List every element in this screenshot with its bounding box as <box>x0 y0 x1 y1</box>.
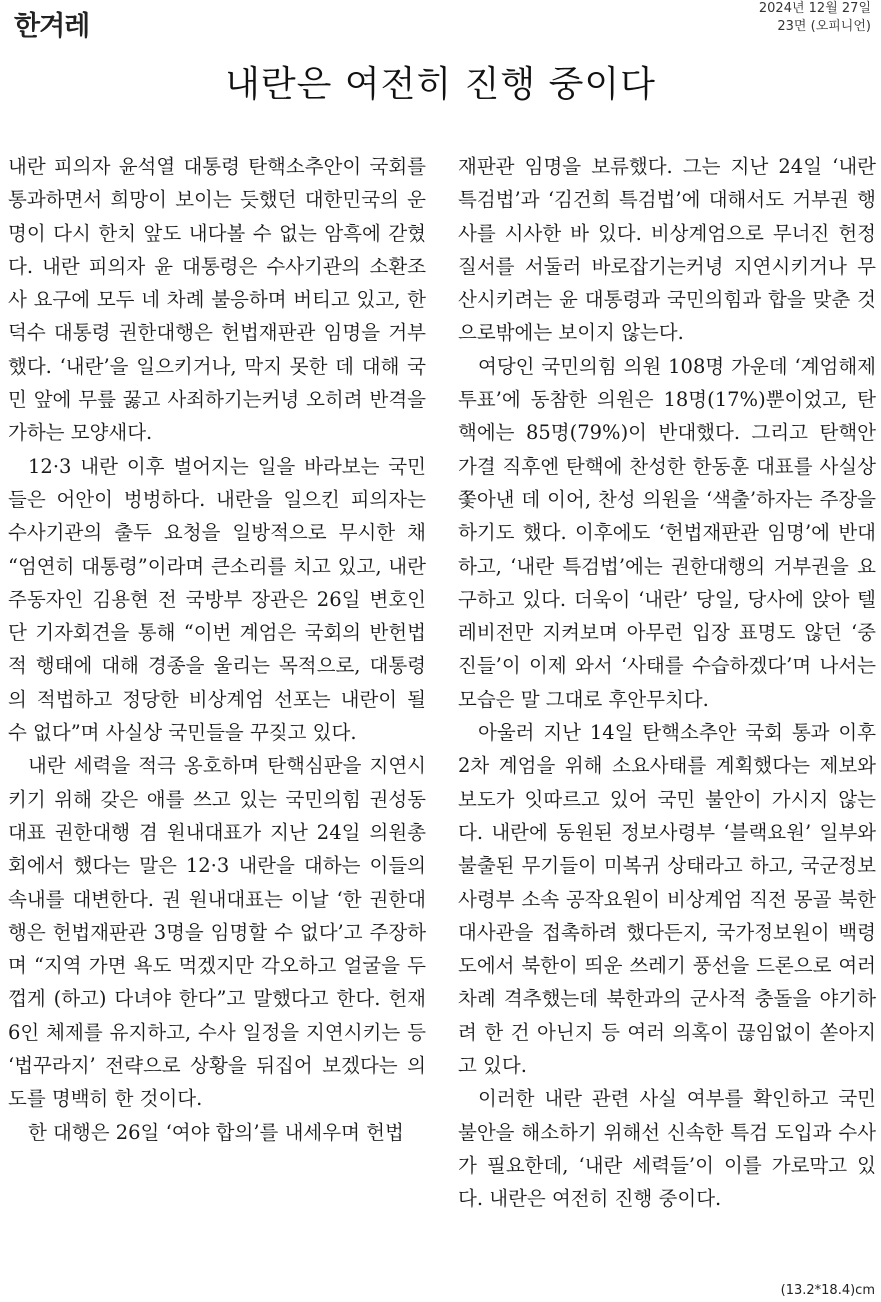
article-paragraph: 여당인 국민의힘 의원 108명 가운데 ‘계엄해제 투표’에 동참한 의원은 18명(17%)뿐이었고, 탄핵에는 85명(79%)이 반대했다. 그리고 탄핵안 가결 직후엔 탄핵에 찬성한 한동훈 대표를 사실상 쫓아낸 데 이어, 찬성 의원을 ‘색출’하자는 주장을 하기도 했다. 이후에도 ‘헌법재판관 임명’에 반대하고, ‘내란 특검법’에는 권한대행의 거부권을 요구하고 있다. 더욱이 ‘내란’ 당일, 당사에 앉아 텔레비전만 지켜보며 아무런 입장 표명도 않던 ‘중진들’이 이제 와서 ‘사태를 수습하겠다’며 나서는 모습은 말 그대로 후안무치다. <box>458 354 876 711</box>
article-title: 내란은 여전히 진행 중이다 <box>225 64 656 105</box>
article-paragraph: 한 대행은 26일 ‘여야 합의’를 내세우며 헌법 <box>28 1120 404 1144</box>
issue-date: 2024년 12월 27일 <box>758 1 871 16</box>
article-paragraph: 내란 세력을 적극 옹호하며 탄핵심판을 지연시키기 위해 갖은 애를 쓰고 있는 국민의힘 권성동 대표 권한대행 겸 원내대표가 지난 24일 의원총회에서 했다는 말은 12·3 내란을 대하는 이들의 속내를 대변한다. 권 원내대표는 이날 ‘한 권한대행은 헌법재판관 3명을 임명할 수 없다’고 주장하며 “지역 가면 욕도 먹겠지만 각오하고 얼굴을 두껍게 (하고) 다녀야 한다”고 말했다고 한다. 헌재 6인 체제를 유지하고, 수사 일정을 지연시키는 등 ‘법꾸라지’ 전략으로 상황을 뒤집어 보겠다는 의도를 명백히 한 것이다. <box>8 754 426 1111</box>
clipping-size-note: (13.2*18.4)cm <box>780 1283 875 1298</box>
article-column-left <box>8 150 426 1149</box>
newspaper-logo: 한겨레 <box>14 11 90 42</box>
article-paragraph: 이러한 내란 관련 사실 여부를 확인하고 국민 불안을 해소하기 위해선 신속한 특검 도입과 수사가 필요한데, ‘내란 세력들’이 이를 가로막고 있다. 내란은 여전히 진행 중이다. <box>458 1087 876 1211</box>
article-paragraph: 아울러 지난 14일 탄핵소추안 국회 통과 이후 2차 계엄을 위해 소요사태를 계획했다는 제보와 보도가 잇따르고 있어 국민 불안이 가시지 않는다. 내란에 동원된 정보사령부 ‘블랙요원’ 일부와 불출된 무기들이 미복귀 상태라고 하고, 국군정보사령부 소속 공작요원이 비상계엄 직전 몽골 북한대사관을 접촉하려 했다든지, 국가정보원이 백령도에서 북한이 띄운 쓰레기 풍선을 드론으로 여러차례 격추했는데 북한과의 군사적 충돌을 야기하려 한 건 아닌지 등 여러 의혹이 끊임없이 쏟아지고 있다. <box>458 721 876 1078</box>
page-section: 23면 (오피니언) <box>777 19 871 34</box>
article-paragraph: 재판관 임명을 보류했다. 그는 지난 24일 ‘내란 특검법’과 ‘김건희 특검법’에 대해서도 거부권 행사를 시사한 바 있다. 비상계엄으로 무너진 헌정 질서를 서둘러 바로잡기는커녕 지연시키거나 무산시키려는 윤 대통령과 국민의힘과 합을 맞춘 것으로밖에는 보이지 않는다. <box>458 155 876 345</box>
issue-meta <box>759 0 871 36</box>
article-paragraph: 12·3 내란 이후 벌어지는 일을 바라보는 국민들은 어안이 벙벙하다. 내란을 일으킨 피의자는 수사기관의 출두 요청을 일방적으로 무시한 채 “엄연히 대통령”이라며 큰소리를 치고 있고, 내란 주동자인 김용현 전 국방부 장관은 26일 변호인단 기자회견을 통해 “이번 계엄은 국회의 반헌법적 행태에 대해 경종을 울리는 목적으로, 대통령의 적법하고 정당한 비상계엄 선포는 내란이 될 수 없다”며 사실상 국민들을 꾸짖고 있다. <box>8 454 426 745</box>
article-paragraph: 내란 피의자 윤석열 대통령 탄핵소추안이 국회를 통과하면서 희망이 보이는 듯했던 대한민국의 운명이 다시 한치 앞도 내다볼 수 없는 암흑에 갇혔다. 내란 피의자 윤 대통령은 수사기관의 소환조사 요구에 모두 네 차례 불응하며 버티고 있고, 한덕수 대통령 권한대행은 헌법재판관 임명을 거부했다. ‘내란’을 일으키거나, 막지 못한 데 대해 국민 앞에 무릎 꿇고 사죄하기는커녕 오히려 반격을 가하는 모양새다. <box>8 155 426 445</box>
article-column-right <box>458 150 876 1216</box>
